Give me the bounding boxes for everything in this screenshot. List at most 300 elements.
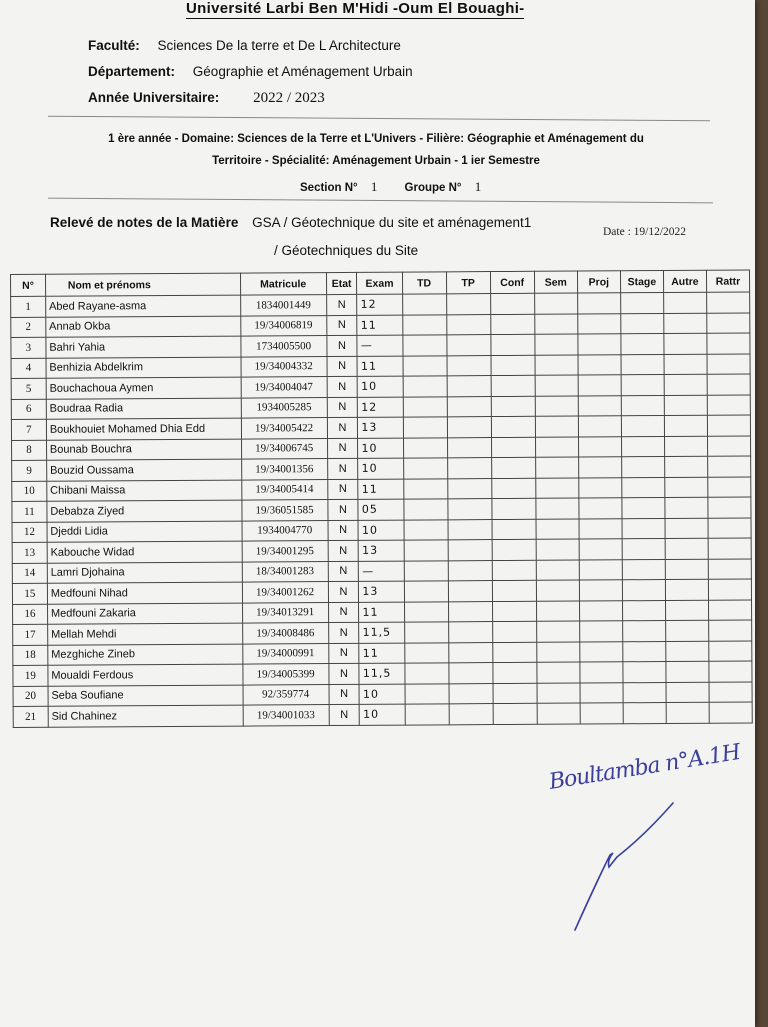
empty-grade-cell (404, 560, 448, 581)
student-name: Boudraa Radia (46, 398, 241, 420)
empty-grade-cell (578, 334, 621, 355)
row-number: 16 (13, 604, 48, 625)
empty-grade-cell (708, 599, 751, 620)
empty-grade-cell (665, 477, 708, 498)
row-number: 21 (13, 706, 48, 727)
row-number: 12 (12, 522, 47, 543)
exam-grade: 10 (358, 520, 403, 541)
empty-grade-cell (448, 642, 492, 663)
empty-grade-cell (707, 353, 750, 374)
empty-grade-cell (491, 416, 535, 437)
empty-grade-cell (403, 499, 447, 520)
empty-grade-cell (447, 478, 491, 499)
matiere-subtitle: / Géotechniques du Site (274, 243, 419, 258)
empty-grade-cell (491, 396, 535, 417)
empty-grade-cell (447, 417, 491, 438)
grades-table (10, 269, 753, 727)
matricule: 19/34001033 (243, 705, 329, 726)
student-name: Bounab Bouchra (46, 439, 241, 461)
etat: N (327, 356, 358, 377)
empty-grade-cell (403, 376, 447, 397)
exam-grade: 10 (358, 458, 403, 479)
row-number: 9 (12, 460, 47, 481)
etat: N (329, 704, 360, 725)
exam-grade: 13 (359, 581, 404, 602)
empty-grade-cell (622, 580, 665, 601)
empty-grade-cell (404, 663, 448, 684)
empty-grade-cell (623, 641, 666, 662)
row-number: 8 (12, 440, 47, 461)
exam-grade: — (359, 561, 404, 582)
empty-grade-cell (708, 538, 751, 559)
empty-grade-cell (706, 292, 749, 313)
empty-grade-cell (493, 662, 537, 683)
empty-grade-cell (404, 642, 448, 663)
row-number: 18 (13, 645, 48, 666)
column-header: Nom et prénoms (45, 273, 240, 296)
empty-grade-cell (402, 314, 446, 335)
empty-grade-cell (491, 334, 535, 355)
student-name: Boukhouiet Mohamed Dhia Edd (46, 418, 241, 440)
date: Date : 19/12/2022 (603, 226, 687, 238)
empty-grade-cell (403, 417, 447, 438)
matricule: 19/34004047 (241, 377, 327, 398)
signature-icon (565, 795, 685, 945)
empty-grade-cell (448, 560, 492, 581)
etat: N (329, 684, 360, 705)
empty-grade-cell (621, 436, 664, 457)
empty-grade-cell (664, 456, 707, 477)
empty-grade-cell (448, 581, 492, 602)
empty-grade-cell (621, 457, 664, 478)
student-name: Debabza Ziyed (47, 500, 242, 522)
student-name: Medfouni Zakaria (47, 603, 242, 625)
empty-grade-cell (404, 601, 448, 622)
matricule: 19/34005399 (242, 664, 328, 685)
row-number: 4 (11, 358, 46, 379)
empty-grade-cell (492, 498, 536, 519)
student-name: Mezghiche Zineb (48, 644, 243, 666)
matricule: 19/34005414 (241, 479, 327, 500)
column-header: Etat (326, 272, 357, 294)
departement-label: Département: (88, 64, 176, 79)
empty-grade-cell (446, 294, 490, 315)
etat: N (328, 520, 359, 541)
empty-grade-cell (664, 436, 707, 457)
exam-grade: 11 (357, 356, 402, 377)
student-name: Annab Okba (46, 316, 241, 338)
empty-grade-cell (665, 518, 708, 539)
row-number: 11 (12, 501, 47, 522)
empty-grade-cell (709, 620, 752, 641)
empty-grade-cell (535, 416, 578, 437)
empty-grade-cell (537, 662, 580, 683)
matricule: 19/34004332 (241, 356, 327, 377)
empty-grade-cell (579, 539, 622, 560)
empty-grade-cell (622, 559, 665, 580)
row-number: 3 (11, 337, 46, 358)
empty-grade-cell (491, 437, 535, 458)
empty-grade-cell (664, 333, 707, 354)
empty-grade-cell (536, 601, 579, 622)
empty-grade-cell (665, 559, 708, 580)
empty-grade-cell (580, 703, 623, 724)
empty-grade-cell (664, 415, 707, 436)
empty-grade-cell (404, 622, 448, 643)
matricule: 18/34001283 (242, 561, 328, 582)
student-name: Lamri Djohaina (47, 562, 242, 584)
matricule: 19/34001295 (242, 541, 328, 562)
empty-grade-cell (404, 540, 448, 561)
empty-grade-cell (708, 476, 751, 497)
empty-grade-cell (665, 600, 708, 621)
student-name: Kabouche Widad (47, 541, 242, 563)
empty-grade-cell (708, 456, 751, 477)
empty-grade-cell (492, 642, 536, 663)
empty-grade-cell (621, 416, 664, 437)
empty-grade-cell (621, 395, 664, 416)
empty-grade-cell (621, 354, 664, 375)
empty-grade-cell (578, 395, 621, 416)
column-header: N° (11, 274, 46, 296)
section-label: Section N° (300, 182, 358, 194)
matricule: 19/34013291 (242, 602, 328, 623)
empty-grade-cell (534, 314, 577, 335)
student-name: Bouchachoua Aymen (46, 377, 241, 399)
empty-grade-cell (664, 313, 707, 334)
empty-grade-cell (709, 681, 752, 702)
section-value: 1 (370, 179, 378, 194)
column-header: Conf (490, 271, 534, 293)
empty-grade-cell (492, 580, 536, 601)
empty-grade-cell (404, 581, 448, 602)
empty-grade-cell (403, 478, 447, 499)
matricule: 19/34006745 (241, 438, 327, 459)
empty-grade-cell (491, 355, 535, 376)
empty-grade-cell (577, 293, 620, 314)
empty-grade-cell (403, 458, 447, 479)
student-name: Seba Soufiane (48, 685, 243, 707)
etat: N (327, 458, 358, 479)
etat: N (328, 602, 359, 623)
etat: N (327, 417, 358, 438)
empty-grade-cell (536, 560, 579, 581)
empty-grade-cell (622, 498, 665, 519)
empty-grade-cell (534, 293, 577, 314)
column-header: Matricule (240, 273, 326, 296)
empty-grade-cell (707, 333, 750, 354)
student-name: Moualdi Ferdous (48, 664, 243, 686)
annee-value: 2022 / 2023 (253, 90, 325, 106)
matricule: 19/34005422 (241, 418, 327, 439)
faculte-row (88, 38, 401, 53)
empty-grade-cell (535, 355, 578, 376)
empty-grade-cell (491, 375, 535, 396)
table-body (11, 292, 753, 727)
empty-grade-cell (577, 313, 620, 334)
matricule: 19/36051585 (241, 500, 327, 521)
row-number: 2 (11, 317, 46, 338)
empty-grade-cell (492, 621, 536, 642)
empty-grade-cell (622, 477, 665, 498)
matricule: 1934005285 (241, 397, 327, 418)
row-number: 17 (13, 624, 48, 645)
empty-grade-cell (707, 312, 750, 333)
empty-grade-cell (664, 395, 707, 416)
empty-grade-cell (403, 437, 447, 458)
empty-grade-cell (664, 374, 707, 395)
empty-grade-cell (491, 457, 535, 478)
empty-grade-cell (490, 293, 534, 314)
empty-grade-cell (709, 661, 752, 682)
row-number: 15 (12, 583, 47, 604)
empty-grade-cell (535, 437, 578, 458)
etat: N (328, 643, 359, 664)
exam-grade: 11,5 (359, 622, 404, 643)
empty-grade-cell (622, 600, 665, 621)
etat: N (326, 315, 357, 336)
empty-grade-cell (493, 703, 537, 724)
empty-grade-cell (621, 375, 664, 396)
empty-grade-cell (709, 640, 752, 661)
empty-grade-cell (579, 559, 622, 580)
empty-grade-cell (665, 538, 708, 559)
exam-grade: 10 (360, 704, 405, 725)
program-line-2: Territoire - Spécialité: Aménagement Urbain - 1 ier Semestre (212, 155, 540, 167)
matricule: 19/34006819 (240, 315, 326, 336)
student-name: Abed Rayane-asma (45, 295, 240, 317)
empty-grade-cell (449, 683, 493, 704)
empty-grade-cell (579, 641, 622, 662)
releve-line (50, 215, 531, 230)
empty-grade-cell (491, 478, 535, 499)
student-name: Djeddi Lidia (47, 521, 242, 543)
student-name: Mellah Mehdi (47, 623, 242, 645)
empty-grade-cell (620, 293, 663, 314)
matricule: 1834001449 (240, 295, 326, 316)
empty-grade-cell (578, 354, 621, 375)
column-header: Proj (577, 271, 620, 293)
row-number: 19 (13, 665, 48, 686)
departement-row (88, 64, 413, 79)
empty-grade-cell (536, 498, 579, 519)
empty-grade-cell (402, 335, 446, 356)
empty-grade-cell (622, 518, 665, 539)
empty-grade-cell (536, 642, 579, 663)
column-header: Sem (534, 271, 577, 293)
empty-grade-cell (579, 518, 622, 539)
student-name: Benhizia Abdelkrim (46, 357, 241, 379)
empty-grade-cell (578, 375, 621, 396)
empty-grade-cell (665, 579, 708, 600)
empty-grade-cell (580, 682, 623, 703)
faculte-label: Faculté: (88, 38, 140, 53)
column-header: Rattr (706, 270, 749, 292)
empty-grade-cell (707, 374, 750, 395)
empty-grade-cell (448, 540, 492, 561)
empty-grade-cell (492, 519, 536, 540)
empty-grade-cell (536, 539, 579, 560)
empty-grade-cell (493, 683, 537, 704)
faculte-value: Sciences De la terre et De L Architecture (157, 38, 401, 53)
matricule: 1934004770 (242, 520, 328, 541)
student-name: Bahri Yahia (46, 336, 241, 358)
empty-grade-cell (446, 314, 490, 335)
groupe-label: Groupe N° (404, 182, 462, 194)
empty-grade-cell (447, 376, 491, 397)
empty-grade-cell (447, 396, 491, 417)
annee-label: Année Universitaire: (88, 90, 220, 105)
empty-grade-cell (663, 292, 706, 313)
table-row (13, 702, 752, 727)
empty-grade-cell (708, 579, 751, 600)
empty-grade-cell (666, 641, 709, 662)
exam-grade: 12 (358, 397, 403, 418)
etat: N (328, 622, 359, 643)
empty-grade-cell (578, 457, 621, 478)
etat: N (327, 335, 358, 356)
divider (48, 116, 710, 122)
row-number: 10 (12, 481, 47, 502)
etat: N (328, 561, 359, 582)
etat: N (327, 376, 358, 397)
row-number: 6 (11, 399, 46, 420)
empty-grade-cell (666, 661, 709, 682)
empty-grade-cell (578, 477, 621, 498)
empty-grade-cell (664, 354, 707, 375)
row-number: 5 (11, 378, 46, 399)
matricule: 19/34001356 (241, 459, 327, 480)
empty-grade-cell (492, 539, 536, 560)
empty-grade-cell (621, 313, 664, 334)
empty-grade-cell (446, 335, 490, 356)
empty-grade-cell (403, 355, 447, 376)
empty-grade-cell (622, 539, 665, 560)
exam-grade: 10 (358, 438, 403, 459)
empty-grade-cell (578, 436, 621, 457)
etat: N (327, 479, 358, 500)
exam-grade: 05 (358, 499, 403, 520)
empty-grade-cell (535, 478, 578, 499)
exam-grade: 11 (359, 602, 404, 623)
matricule: 19/34000991 (242, 643, 328, 664)
empty-grade-cell (580, 662, 623, 683)
exam-grade: 11 (358, 479, 403, 500)
column-header: Stage (620, 271, 663, 293)
empty-grade-cell (708, 497, 751, 518)
annee-row (88, 90, 325, 107)
student-name: Sid Chahinez (48, 705, 243, 727)
empty-grade-cell (535, 457, 578, 478)
handwritten-note: Boultamba n°A.1H (547, 740, 742, 795)
empty-grade-cell (492, 601, 536, 622)
empty-grade-cell (707, 415, 750, 436)
row-number: 20 (13, 686, 48, 707)
student-name: Medfouni Nihad (47, 582, 242, 604)
empty-grade-cell (709, 702, 752, 723)
empty-grade-cell (448, 601, 492, 622)
row-number: 14 (12, 563, 47, 584)
divider (48, 198, 713, 204)
empty-grade-cell (708, 558, 751, 579)
empty-grade-cell (405, 683, 449, 704)
exam-grade: 13 (358, 417, 403, 438)
exam-grade: 13 (359, 540, 404, 561)
etat: N (329, 663, 360, 684)
section-groupe (300, 179, 491, 195)
empty-grade-cell (623, 703, 666, 724)
student-name: Bouzid Oussama (46, 459, 241, 481)
departement-value: Géographie et Aménagement Urbain (192, 64, 413, 79)
empty-grade-cell (536, 580, 579, 601)
empty-grade-cell (623, 682, 666, 703)
empty-grade-cell (537, 683, 580, 704)
empty-grade-cell (448, 663, 492, 684)
empty-grade-cell (404, 519, 448, 540)
empty-grade-cell (579, 580, 622, 601)
column-header: TP (446, 272, 490, 294)
empty-grade-cell (405, 704, 449, 725)
empty-grade-cell (707, 394, 750, 415)
exam-grade: 11,5 (359, 663, 404, 684)
empty-grade-cell (536, 621, 579, 642)
matiere-value: GSA / Géotechnique du site et aménagement1 (252, 215, 532, 230)
empty-grade-cell (535, 375, 578, 396)
empty-grade-cell (707, 435, 750, 456)
matricule: 19/34008486 (242, 623, 328, 644)
etat: N (328, 581, 359, 602)
exam-grade: 11 (359, 643, 404, 664)
etat: N (328, 499, 359, 520)
empty-grade-cell (447, 437, 491, 458)
etat: N (326, 294, 357, 315)
matricule: 1734005500 (240, 336, 326, 357)
etat: N (327, 397, 358, 418)
exam-grade: — (357, 335, 402, 356)
row-number: 1 (11, 296, 46, 317)
row-number: 7 (11, 419, 46, 440)
empty-grade-cell (449, 704, 493, 725)
empty-grade-cell (447, 499, 491, 520)
empty-grade-cell (665, 497, 708, 518)
university-title: Université Larbi Ben M'Hidi -Oum El Bouaghi- (186, 0, 525, 17)
column-header: Autre (663, 270, 706, 292)
exam-grade: 12 (357, 294, 402, 315)
empty-grade-cell (665, 620, 708, 641)
empty-grade-cell (447, 458, 491, 479)
exam-grade: 10 (358, 376, 403, 397)
matricule: 92/359774 (243, 684, 329, 705)
empty-grade-cell (622, 621, 665, 642)
empty-grade-cell (448, 622, 492, 643)
column-header: Exam (357, 272, 402, 294)
empty-grade-cell (579, 621, 622, 642)
empty-grade-cell (402, 294, 446, 315)
column-header: TD (402, 272, 446, 294)
exam-grade: 10 (359, 684, 404, 705)
empty-grade-cell (537, 703, 580, 724)
empty-grade-cell (403, 396, 447, 417)
empty-grade-cell (578, 416, 621, 437)
empty-grade-cell (535, 396, 578, 417)
row-number: 13 (12, 542, 47, 563)
empty-grade-cell (447, 355, 491, 376)
etat: N (328, 540, 359, 561)
empty-grade-cell (579, 600, 622, 621)
empty-grade-cell (492, 560, 536, 581)
empty-grade-cell (621, 334, 664, 355)
empty-grade-cell (536, 519, 579, 540)
